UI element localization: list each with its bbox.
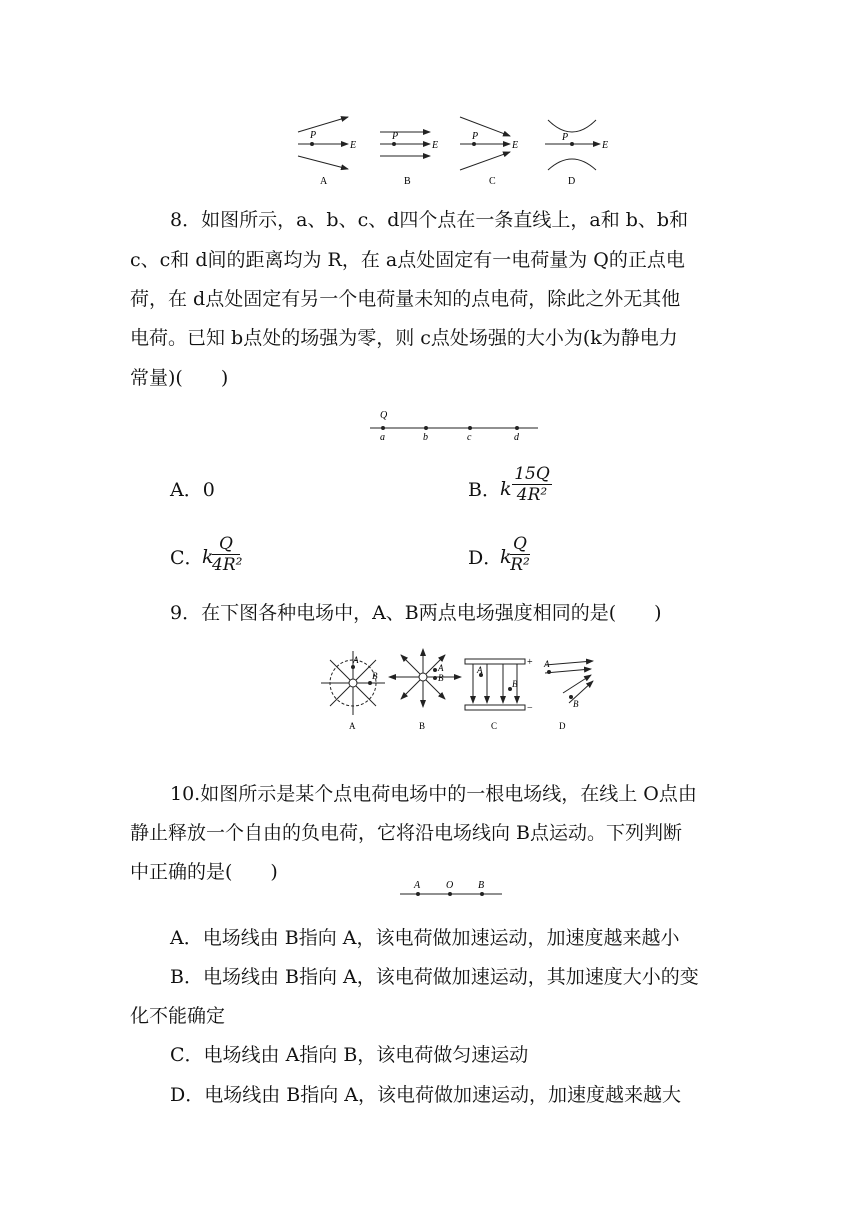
q9-option-label-a: A xyxy=(349,721,356,731)
label-d: d xyxy=(514,432,519,443)
points-line-figure-q8 xyxy=(368,404,540,444)
label-c: c xyxy=(467,432,472,443)
q8-line-5: 常量)( ) xyxy=(130,367,229,389)
q10-line-2: 静止释放一个自由的负电荷，它将沿电场线向 B点运动。下列判断 xyxy=(130,822,683,844)
q9-b-point-b: B xyxy=(438,673,444,683)
label-e-b: E xyxy=(432,140,439,151)
q8-line-2: c、c和 d间的距离均为 R，在 a点处固定有一电荷量为 Q的正点电 xyxy=(130,249,685,271)
q8-option-b-label: B． xyxy=(468,479,501,501)
q10-line-1: 10.如图所示是某个点电荷电场中的一根电场线，在线上 O点由 xyxy=(170,783,697,805)
q10-option-c: C．电场线由 A指向 B，该电荷做匀速运动 xyxy=(170,1044,529,1066)
q9-a-point-b: B xyxy=(372,671,378,681)
option-label-b: B xyxy=(404,176,411,187)
label-q: Q xyxy=(380,410,388,421)
q9-text: 9．在下图各种电场中，A、B两点电场强度相同的是( ) xyxy=(170,602,662,624)
q8-option-b-numerator: 15Q xyxy=(514,464,550,484)
label-p-b: P xyxy=(392,131,399,142)
q10-label-a: A xyxy=(414,880,421,891)
q8-option-d-denominator: R² xyxy=(510,555,530,575)
q9-c-point-a: A xyxy=(477,665,483,675)
label-p-d: P xyxy=(562,132,569,143)
figure-7-a xyxy=(298,117,348,169)
q8-option-d-k: k xyxy=(500,546,512,568)
figure-7-c xyxy=(460,117,510,170)
q9-option-label-c: C xyxy=(491,721,498,731)
field-line-figure-q10 xyxy=(398,874,504,904)
label-e-d: E xyxy=(602,140,609,151)
q9-c-minus: − xyxy=(527,703,533,714)
q8-option-b-k: k xyxy=(500,478,512,500)
q9-a-point-a: A xyxy=(353,655,359,665)
option-label-c: C xyxy=(489,176,496,187)
q8-option-c-label: C． xyxy=(170,547,204,569)
q8-option-d-numerator: Q xyxy=(513,534,527,554)
electric-fields-figure-q9 xyxy=(315,645,605,735)
q8-option-b-denominator: 4R² xyxy=(516,485,548,505)
field-lines-figure-q7 xyxy=(290,112,620,192)
q8-option-b-fraction xyxy=(512,464,552,505)
figure-7-b xyxy=(380,132,430,156)
q9-d-point-b: B xyxy=(573,699,579,709)
q8-line-4: 电荷。已知 b点处的场强为零，则 c点处场强的大小为(k为静电力 xyxy=(130,327,678,349)
label-p-a: P xyxy=(310,130,317,141)
q10-option-a: A．电场线由 B指向 A，该电荷做加速运动，加速度越来越小 xyxy=(170,927,680,949)
label-b: b xyxy=(423,432,428,443)
q9-c-plus: + xyxy=(527,657,533,668)
q8-option-d-fraction xyxy=(510,534,530,575)
label-e-c: E xyxy=(512,140,519,151)
q10-label-o: O xyxy=(446,880,454,891)
q9-option-label-b: B xyxy=(419,721,426,731)
q9-option-label-d: D xyxy=(559,721,566,731)
figure-9-d xyxy=(545,661,593,703)
label-p-c: P xyxy=(472,131,479,142)
option-label-a: A xyxy=(320,176,328,187)
q8-option-d-label: D． xyxy=(468,547,503,569)
q8-option-a: A．0 xyxy=(170,479,215,501)
q8-option-c-denominator: 4R² xyxy=(212,555,243,575)
q8-line-1: 8．如图所示，a、b、c、d四个点在一条直线上，a和 b、b和 xyxy=(170,209,689,231)
q8-option-c-k: k xyxy=(202,546,214,568)
q10-label-b: B xyxy=(478,880,485,891)
q8-option-c-numerator: Q xyxy=(219,534,233,554)
q10-option-d: D．电场线由 B指向 A，该电荷做加速运动，加速度越来越大 xyxy=(170,1084,681,1106)
option-label-d: D xyxy=(568,176,576,187)
label-e-a: E xyxy=(350,140,357,151)
q10-option-b-cont: 化不能确定 xyxy=(130,1005,226,1027)
q9-d-point-a: A xyxy=(544,659,550,669)
q10-option-b: B．电场线由 B指向 A，该电荷做加速运动，其加速度大小的变 xyxy=(170,966,699,988)
q10-line-3: 中正确的是( ) xyxy=(130,861,278,883)
q8-line-3: 荷，在 d点处固定有另一个电荷量未知的点电荷，除此之外无其他 xyxy=(130,288,681,310)
figure-9-b xyxy=(389,649,461,707)
q9-c-point-b: B xyxy=(512,679,518,689)
q9-b-point-a: A xyxy=(438,663,444,673)
label-a: a xyxy=(380,432,385,443)
q8-option-c-fraction xyxy=(212,534,243,575)
